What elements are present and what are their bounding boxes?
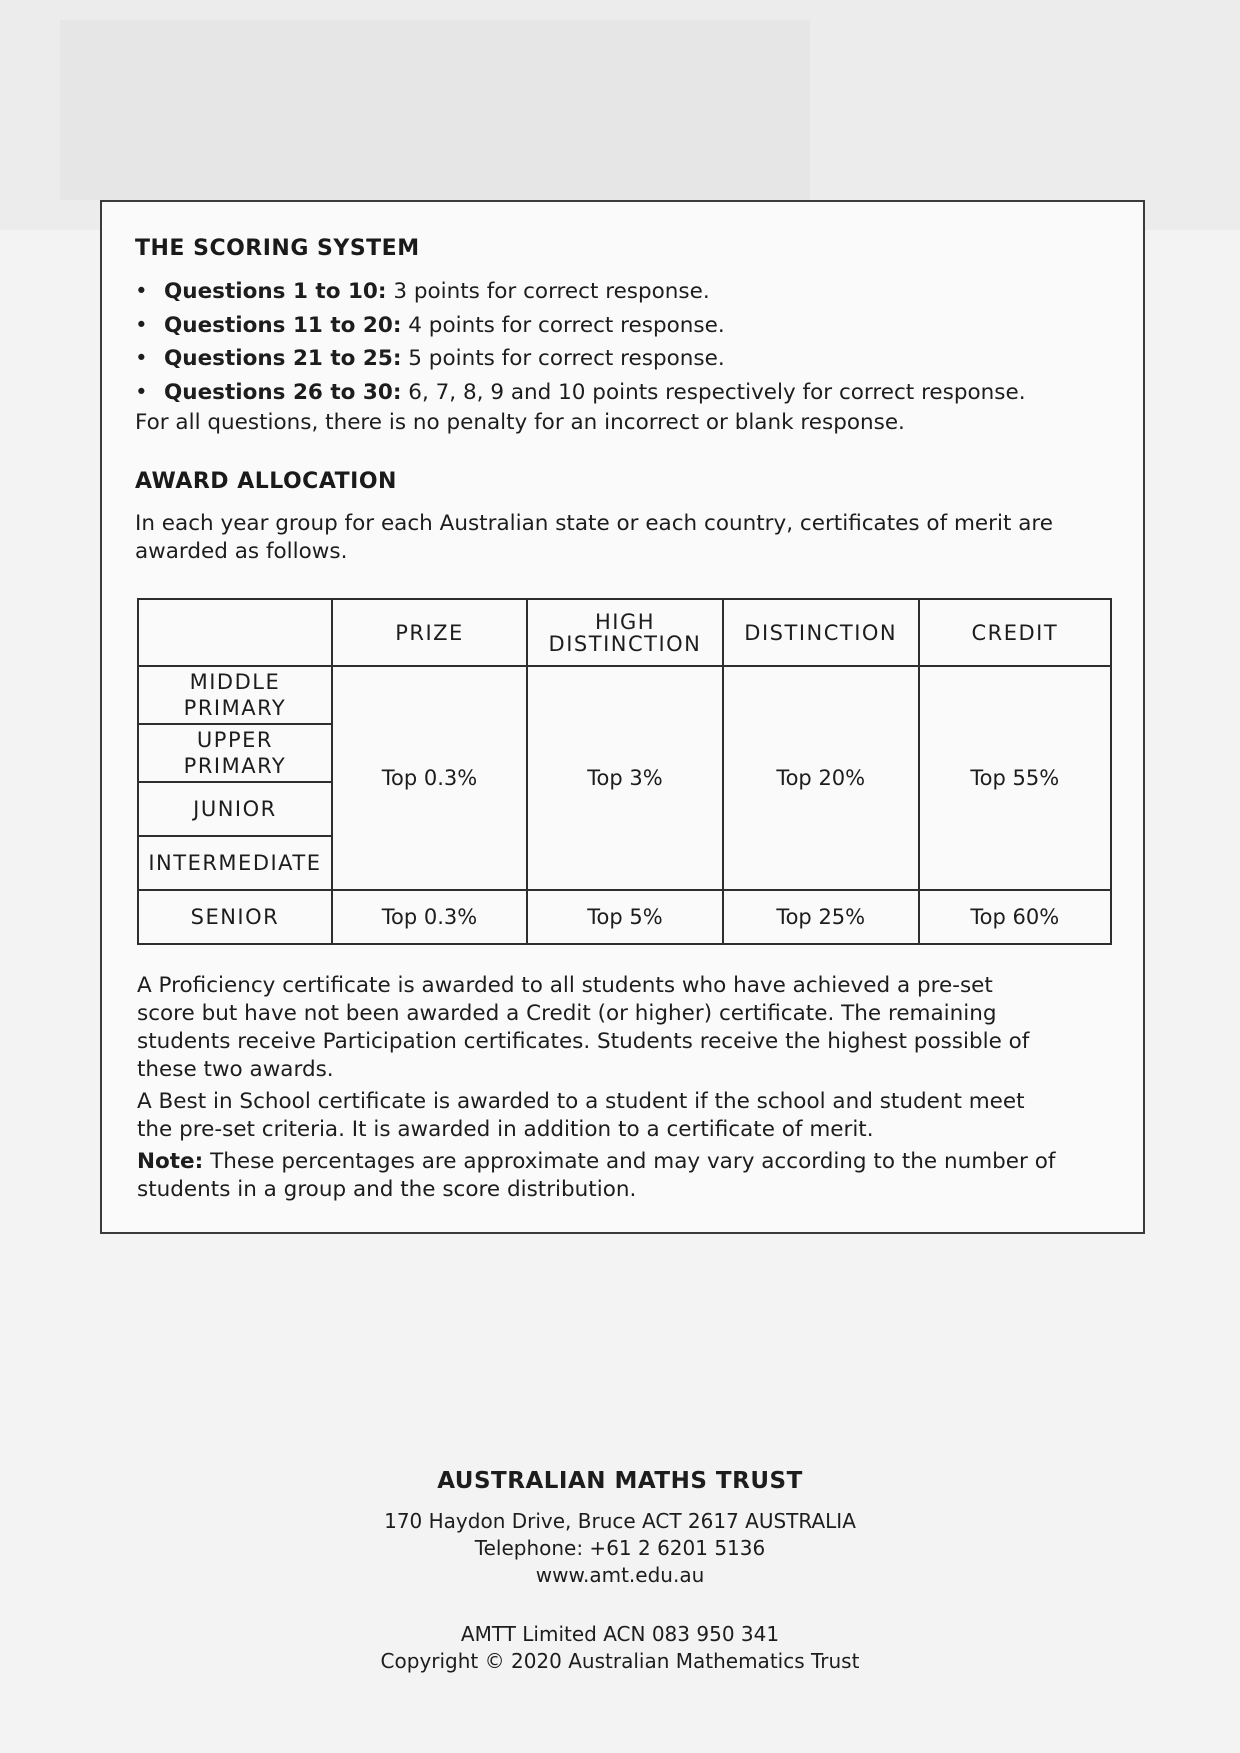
table-corner-cell — [138, 599, 332, 666]
scoring-item — [135, 275, 1120, 309]
paragraph-line: students in a group and the score distribution. — [137, 1177, 637, 1202]
footer-telephone: Telephone: +61 2 6201 5136 — [474, 1536, 766, 1560]
value-high-distinction: Top 3% — [527, 666, 723, 890]
table-row — [138, 666, 1111, 724]
column-header-high-distinction — [527, 599, 723, 666]
footer-address: 170 Haydon Drive, Bruce ACT 2617 AUSTRALIA — [384, 1509, 856, 1533]
award-intro-line: In each year group for each Australian state or each country, certificates of merit are — [135, 511, 1054, 536]
footer-website: www.amt.edu.au — [535, 1563, 705, 1587]
scoring-item — [135, 342, 1120, 376]
table-row-senior — [138, 890, 1111, 944]
scoring-item-text: 3 points for correct response. — [393, 279, 710, 304]
award-intro-line: awarded as follows. — [135, 539, 348, 564]
value-distinction: Top 20% — [723, 666, 919, 890]
footer — [0, 1468, 1240, 1675]
footer-copyright: Copyright © 2020 Australian Mathematics Trust — [380, 1649, 860, 1673]
paragraph-line: students receive Participation certificates. Students receive the highest possible of — [137, 1029, 1030, 1054]
column-header-line: HIGH — [594, 609, 656, 634]
bullet-icon: • — [135, 312, 148, 338]
row-label-senior: SENIOR — [138, 890, 332, 944]
footer-acn: AMTT Limited ACN 083 950 341 — [460, 1622, 780, 1646]
scoring-item-text: 6, 7, 8, 9 and 10 points respectively for correct response. — [408, 379, 1026, 405]
row-label-line: PRIMARY — [183, 696, 287, 720]
value-credit: Top 55% — [919, 666, 1111, 890]
footer-contact — [0, 1508, 1240, 1589]
best-in-school-paragraph — [137, 1088, 1112, 1144]
award-heading: AWARD ALLOCATION — [135, 469, 397, 494]
scoring-item-label: Questions 26 to 30: — [164, 379, 402, 405]
paragraph-line: These percentages are approximate and may vary according to the number of — [210, 1149, 1056, 1174]
background-block — [60, 20, 810, 200]
note-label: Note: — [137, 1149, 204, 1174]
paragraph-line: A Proficiency certificate is awarded to all students who have achieved a pre-set — [137, 973, 993, 998]
row-label-intermediate: INTERMEDIATE — [138, 836, 332, 890]
scoring-section — [135, 236, 1120, 566]
award-table — [137, 598, 1112, 945]
column-header-prize: PRIZE — [332, 599, 527, 666]
value-prize: Top 0.3% — [332, 666, 527, 890]
scoring-item-text: 4 points for correct response. — [408, 312, 725, 338]
scoring-item-label: Questions 1 to 10: — [164, 279, 387, 304]
column-header-line: DISTINCTION — [548, 631, 702, 656]
senior-value-high-distinction: Top 5% — [527, 890, 723, 944]
award-intro — [135, 510, 1120, 566]
bullet-icon: • — [135, 379, 148, 405]
paragraph-line: the pre-set criteria. It is awarded in addition to a certificate of merit. — [137, 1117, 874, 1142]
scoring-item — [135, 376, 1120, 410]
bullet-icon: • — [135, 346, 148, 371]
senior-value-distinction: Top 25% — [723, 890, 919, 944]
paragraph-line: A Best in School certificate is awarded to a student if the school and student meet — [137, 1089, 1025, 1114]
award-notes — [137, 972, 1112, 1204]
row-label-upper-primary — [138, 724, 332, 782]
row-label-line: PRIMARY — [183, 754, 287, 778]
paragraph-line: these two awards. — [137, 1057, 334, 1082]
row-label-line: MIDDLE — [189, 670, 281, 694]
scoring-item — [135, 309, 1120, 343]
row-label-junior: JUNIOR — [138, 782, 332, 836]
column-header-distinction: DISTINCTION — [723, 599, 919, 666]
row-label-line: UPPER — [196, 728, 273, 752]
senior-value-prize: Top 0.3% — [332, 890, 527, 944]
scoring-item-label: Questions 21 to 25: — [164, 346, 402, 371]
row-label-middle-primary — [138, 666, 332, 724]
scoring-list — [135, 275, 1120, 409]
scoring-heading: THE SCORING SYSTEM — [135, 236, 420, 261]
senior-value-credit: Top 60% — [919, 890, 1111, 944]
paragraph-line: score but have not been awarded a Credit (or higher) certificate. The remaining — [137, 1001, 997, 1026]
scoring-item-label: Questions 11 to 20: — [164, 312, 402, 338]
info-box — [100, 200, 1145, 1234]
column-header-credit: CREDIT — [919, 599, 1111, 666]
footer-legal — [0, 1621, 1240, 1675]
scoring-note: For all questions, there is no penalty for an incorrect or blank response. — [135, 410, 905, 435]
note-paragraph — [137, 1148, 1112, 1204]
bullet-icon: • — [135, 279, 148, 304]
table-header-row — [138, 599, 1111, 666]
scoring-item-text: 5 points for correct response. — [408, 346, 725, 371]
proficiency-paragraph — [137, 972, 1112, 1084]
footer-org: AUSTRALIAN MATHS TRUST — [437, 1468, 803, 1494]
